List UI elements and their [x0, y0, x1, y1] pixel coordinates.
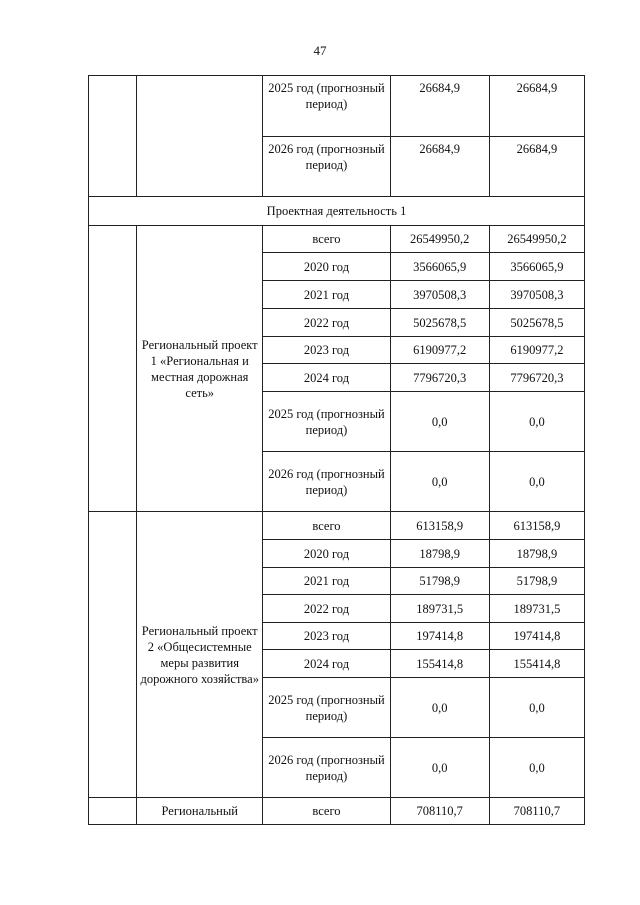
value-cell: 0,0	[489, 678, 584, 738]
value-cell: 26549950,2	[489, 226, 584, 253]
empty-cell	[89, 226, 137, 512]
value-cell: 708110,7	[390, 798, 489, 825]
value-cell: 7796720,3	[390, 364, 489, 392]
value-cell: 26549950,2	[390, 226, 489, 253]
period-cell: всего	[263, 512, 390, 540]
value-cell: 0,0	[390, 678, 489, 738]
period-cell: 2024 год	[263, 650, 390, 678]
period-cell: 2025 год (прогнозный период)	[263, 678, 390, 738]
value-cell: 0,0	[390, 452, 489, 512]
table-row	[89, 226, 585, 253]
value-cell: 26684,9	[390, 76, 489, 137]
section-header-row	[89, 197, 585, 226]
project-name: Региональный	[137, 798, 263, 825]
value-cell: 51798,9	[489, 568, 584, 595]
period-cell: 2026 год (прогнозный период)	[263, 137, 390, 197]
value-cell: 197414,8	[390, 623, 489, 650]
period-cell: 2025 год (прогнозный период)	[263, 76, 390, 137]
period-cell: 2022 год	[263, 309, 390, 337]
value-cell: 0,0	[489, 452, 584, 512]
value-cell: 613158,9	[489, 512, 584, 540]
value-cell: 3566065,9	[390, 253, 489, 281]
page-number: 47	[313, 43, 327, 58]
empty-cell	[89, 512, 137, 798]
value-cell: 5025678,5	[489, 309, 584, 337]
value-cell: 26684,9	[489, 137, 584, 197]
value-cell: 0,0	[390, 738, 489, 798]
period-cell: 2023 год	[263, 337, 390, 364]
value-cell: 5025678,5	[390, 309, 489, 337]
value-cell: 26684,9	[390, 137, 489, 197]
empty-cell	[89, 798, 137, 825]
period-cell: 2026 год (прогнозный период)	[263, 738, 390, 798]
value-cell: 26684,9	[489, 76, 584, 137]
value-cell: 189731,5	[489, 595, 584, 623]
value-cell: 18798,9	[390, 540, 489, 568]
value-cell: 189731,5	[390, 595, 489, 623]
value-cell: 155414,8	[390, 650, 489, 678]
period-cell: 2025 год (прогнозный период)	[263, 392, 390, 452]
period-cell: 2021 год	[263, 281, 390, 309]
empty-cell	[137, 76, 263, 197]
value-cell: 3970508,3	[489, 281, 584, 309]
table-row	[89, 76, 585, 137]
value-cell: 0,0	[390, 392, 489, 452]
value-cell: 6190977,2	[489, 337, 584, 364]
section-title: Проектная деятельность 1	[89, 197, 585, 226]
value-cell: 3566065,9	[489, 253, 584, 281]
value-cell: 613158,9	[390, 512, 489, 540]
value-cell: 197414,8	[489, 623, 584, 650]
budget-table	[88, 75, 585, 825]
period-cell: всего	[263, 798, 390, 825]
value-cell: 0,0	[489, 738, 584, 798]
period-cell: 2022 год	[263, 595, 390, 623]
value-cell: 0,0	[489, 392, 584, 452]
period-cell: 2026 год (прогнозный период)	[263, 452, 390, 512]
period-cell: 2020 год	[263, 540, 390, 568]
value-cell: 18798,9	[489, 540, 584, 568]
period-cell: всего	[263, 226, 390, 253]
value-cell: 6190977,2	[390, 337, 489, 364]
value-cell: 51798,9	[390, 568, 489, 595]
empty-cell	[89, 76, 137, 197]
period-cell: 2020 год	[263, 253, 390, 281]
value-cell: 3970508,3	[390, 281, 489, 309]
period-cell: 2024 год	[263, 364, 390, 392]
project-name: Региональный проект 1 «Региональная и местная дорожная сеть»	[137, 226, 263, 512]
period-cell: 2021 год	[263, 568, 390, 595]
table-row	[89, 798, 585, 825]
value-cell: 155414,8	[489, 650, 584, 678]
period-cell: 2023 год	[263, 623, 390, 650]
table-row	[89, 512, 585, 540]
value-cell: 7796720,3	[489, 364, 584, 392]
value-cell: 708110,7	[489, 798, 584, 825]
project-name: Региональный проект 2 «Общесистемные меры развития дорожного хозяйства»	[137, 512, 263, 798]
